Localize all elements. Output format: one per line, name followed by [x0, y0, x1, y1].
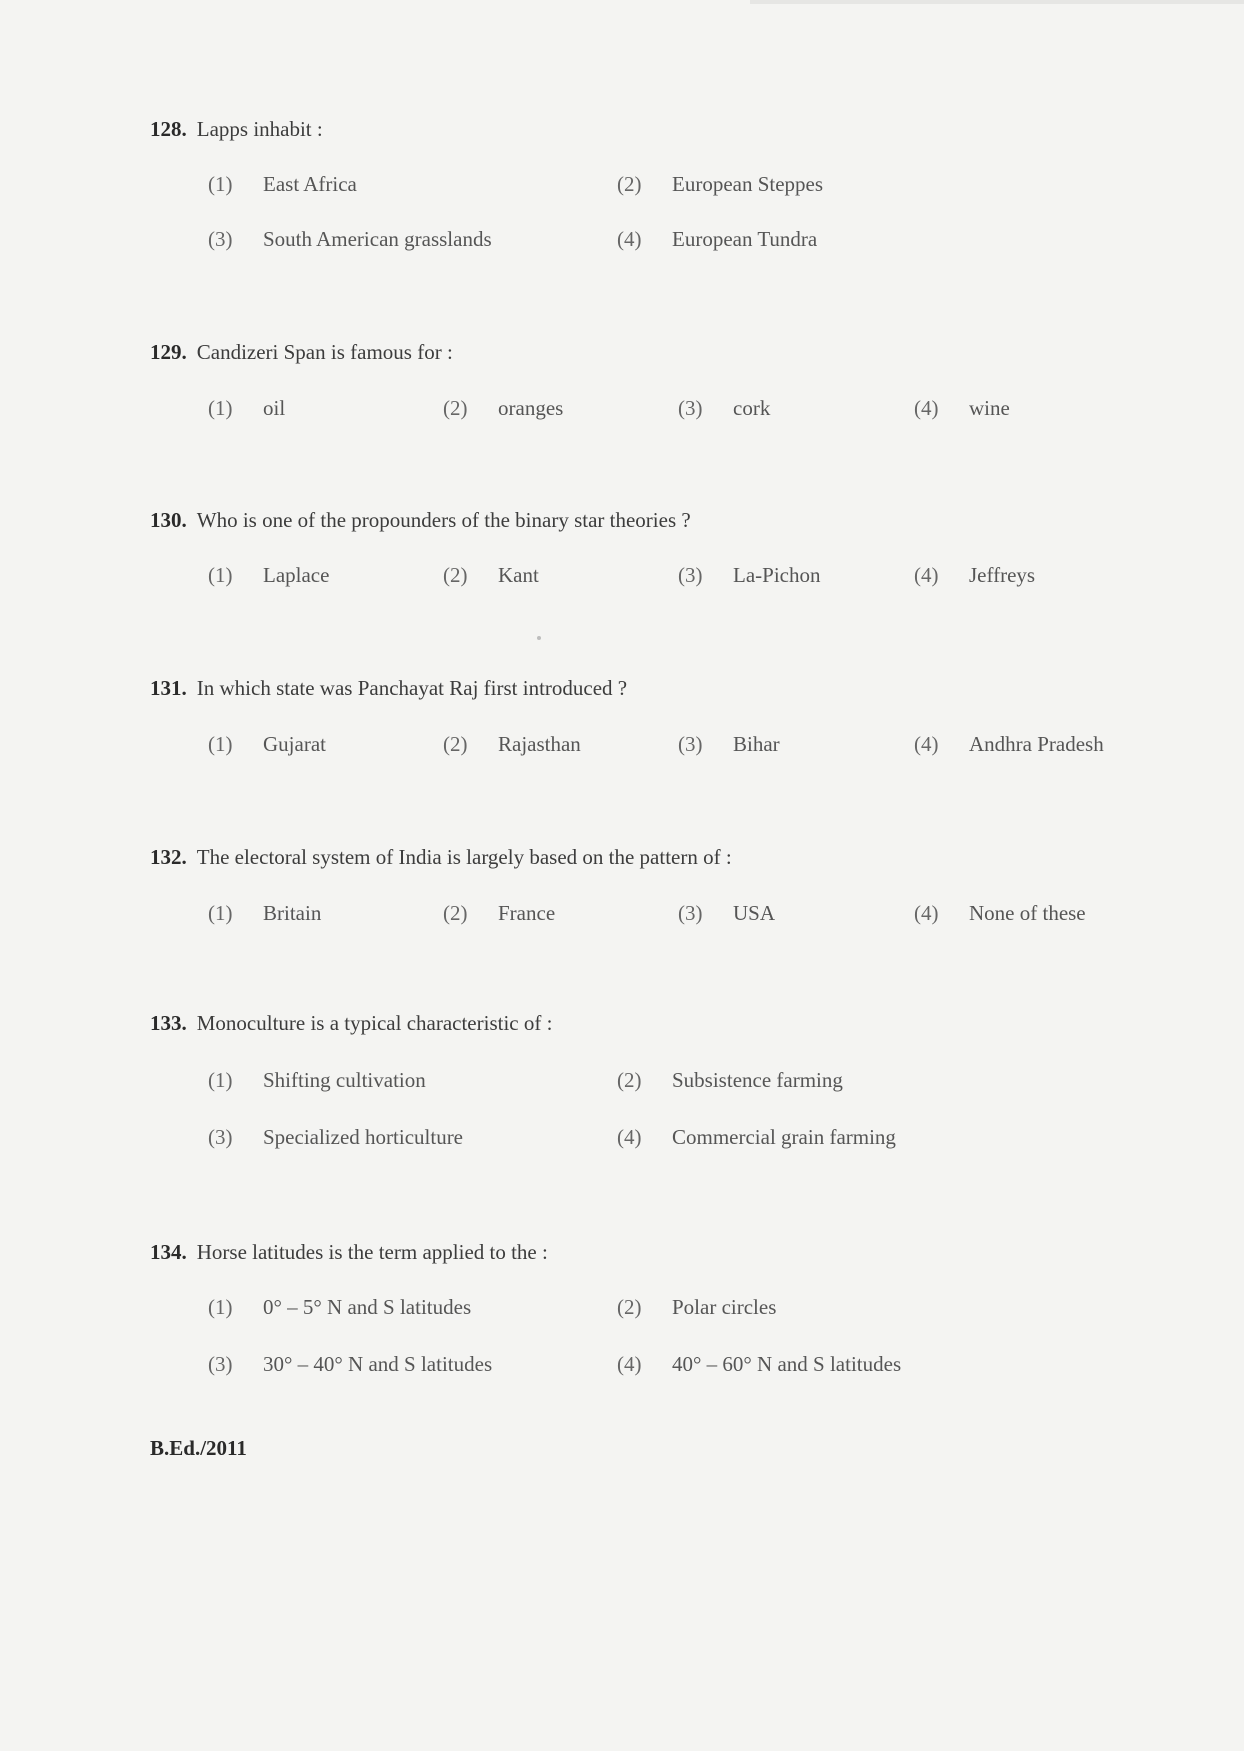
scan-speck: [537, 636, 541, 640]
option-3: [208, 1125, 463, 1150]
question-text: Monoculture is a typical characteristic of :: [196, 1011, 553, 1035]
option-text: Britain: [263, 901, 322, 925]
option-text: Bihar: [733, 732, 780, 756]
option-number: (2): [443, 732, 468, 756]
option-text: France: [498, 901, 556, 925]
option-text: 30° – 40° N and S latitudes: [263, 1352, 493, 1376]
option-1: [208, 172, 357, 197]
option-number: (1): [208, 1295, 233, 1319]
option-text: Jeffreys: [969, 563, 1036, 587]
option-2: [617, 172, 823, 197]
option-number: (4): [914, 901, 939, 925]
option-3: [678, 563, 820, 588]
option-1: [208, 1068, 426, 1093]
option-number: (3): [678, 396, 703, 420]
option-1: [208, 396, 285, 421]
option-number: (1): [208, 732, 233, 756]
option-text: Specialized horticulture: [263, 1125, 464, 1149]
page-footer: B.Ed./2011: [150, 1436, 247, 1460]
question-number: 128.: [150, 117, 187, 141]
option-text: Kant: [498, 563, 539, 587]
option-text: La-Pichon: [733, 563, 821, 587]
question-stem: [150, 845, 732, 870]
question-number: 133.: [150, 1011, 187, 1035]
question-number: 131.: [150, 676, 187, 700]
option-number: (2): [443, 563, 468, 587]
option-text: Andhra Pradesh: [969, 732, 1104, 756]
option-4: [914, 732, 1104, 757]
question-text: Lapps inhabit :: [196, 117, 323, 141]
option-text: South American grasslands: [263, 227, 492, 251]
option-number: (4): [914, 732, 939, 756]
option-number: (4): [617, 1352, 642, 1376]
option-text: East Africa: [263, 172, 357, 196]
question-stem: [150, 1011, 552, 1036]
question-text: Horse latitudes is the term applied to the :: [196, 1240, 548, 1264]
option-4: [617, 1352, 901, 1377]
option-number: (3): [678, 901, 703, 925]
option-2: [443, 396, 563, 421]
question-number: 129.: [150, 340, 187, 364]
question-text: In which state was Panchayat Raj first introduced ?: [196, 676, 628, 700]
option-number: (4): [914, 396, 939, 420]
option-1: [208, 1295, 471, 1320]
question-text: The electoral system of India is largely based on the pattern of :: [196, 845, 732, 869]
option-text: European Steppes: [672, 172, 824, 196]
option-text: cork: [733, 396, 771, 420]
option-text: 40° – 60° N and S latitudes: [672, 1352, 902, 1376]
option-text: European Tundra: [672, 227, 818, 251]
option-number: (1): [208, 901, 233, 925]
option-number: (3): [208, 1352, 233, 1376]
option-4: [617, 227, 817, 252]
option-text: USA: [733, 901, 776, 925]
option-number: (2): [443, 901, 468, 925]
option-text: Laplace: [263, 563, 330, 587]
option-3: [208, 1352, 492, 1377]
option-text: Polar circles: [672, 1295, 777, 1319]
option-text: oranges: [498, 396, 564, 420]
option-4: [617, 1125, 896, 1150]
question-stem: [150, 508, 691, 533]
question-number: 130.: [150, 508, 187, 532]
option-number: (1): [208, 172, 233, 196]
question-text: Who is one of the propounders of the binary star theories ?: [196, 508, 691, 532]
option-3: [678, 732, 780, 757]
option-text: Gujarat: [263, 732, 326, 756]
option-number: (2): [617, 172, 642, 196]
scan-edge-line: [750, 0, 1244, 4]
option-3: [678, 396, 770, 421]
option-number: (4): [617, 227, 642, 251]
option-2: [443, 563, 539, 588]
option-1: [208, 732, 326, 757]
option-2: [617, 1068, 843, 1093]
option-2: [443, 732, 581, 757]
option-4: [914, 396, 1010, 421]
option-3: [208, 227, 492, 252]
option-2: [617, 1295, 776, 1320]
option-text: None of these: [969, 901, 1086, 925]
option-number: (4): [617, 1125, 642, 1149]
option-number: (2): [617, 1295, 642, 1319]
question-stem: [150, 1240, 548, 1265]
option-text: 0° – 5° N and S latitudes: [263, 1295, 472, 1319]
question-text: Candizeri Span is famous for :: [196, 340, 453, 364]
option-text: wine: [969, 396, 1010, 420]
option-4: [914, 563, 1035, 588]
option-1: [208, 901, 321, 926]
option-number: (3): [208, 227, 233, 251]
option-2: [443, 901, 555, 926]
option-number: (3): [678, 732, 703, 756]
option-text: Subsistence farming: [672, 1068, 843, 1092]
option-number: (3): [678, 563, 703, 587]
option-number: (3): [208, 1125, 233, 1149]
question-stem: [150, 117, 323, 142]
option-text: Commercial grain farming: [672, 1125, 896, 1149]
question-number: 134.: [150, 1240, 187, 1264]
option-text: Shifting cultivation: [263, 1068, 426, 1092]
option-text: oil: [263, 396, 286, 420]
question-number: 132.: [150, 845, 187, 869]
option-number: (1): [208, 396, 233, 420]
option-number: (2): [617, 1068, 642, 1092]
option-1: [208, 563, 329, 588]
option-number: (2): [443, 396, 468, 420]
question-stem: [150, 676, 627, 701]
option-number: (1): [208, 563, 233, 587]
option-3: [678, 901, 775, 926]
option-number: (4): [914, 563, 939, 587]
option-4: [914, 901, 1086, 926]
option-number: (1): [208, 1068, 233, 1092]
question-stem: [150, 340, 453, 365]
option-text: Rajasthan: [498, 732, 581, 756]
